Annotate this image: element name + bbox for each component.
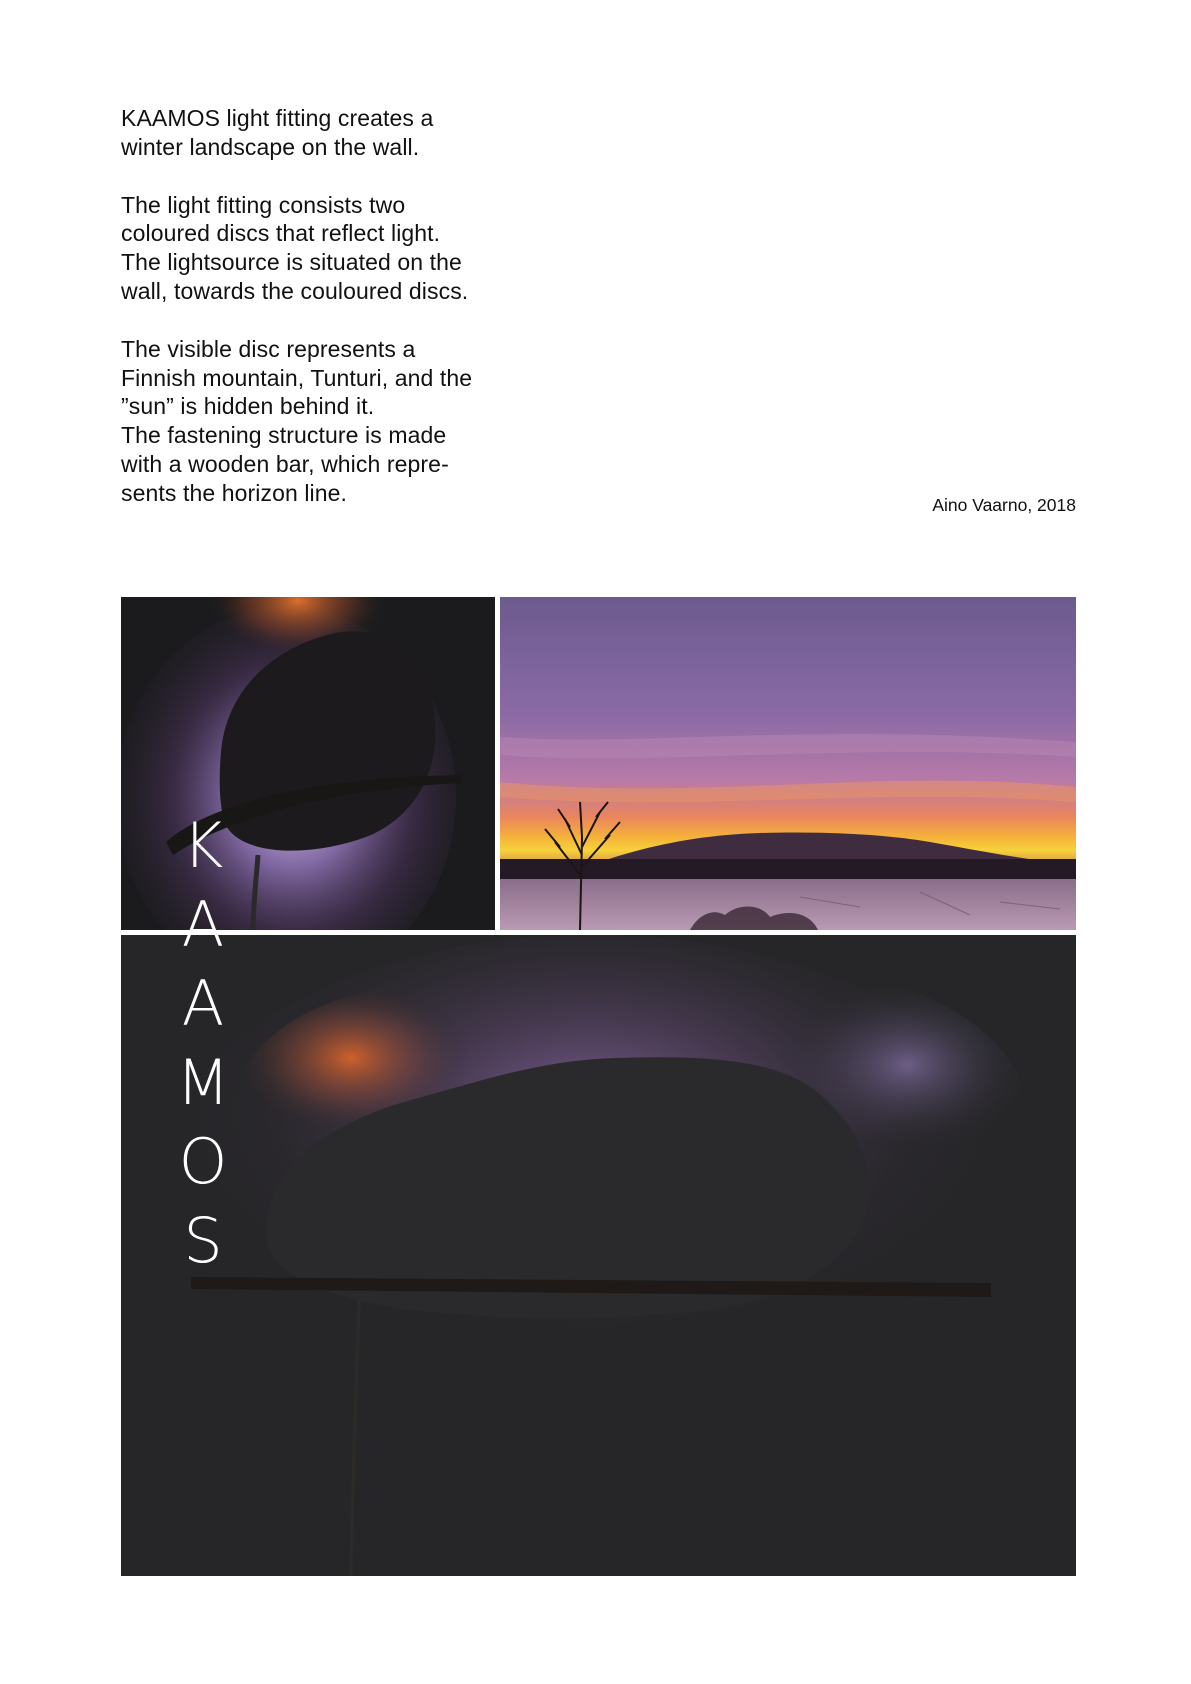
title-letter: A <box>181 888 225 961</box>
text-line: The lightsource is situated on the <box>121 249 462 276</box>
text-line: The fastening structure is made <box>121 422 447 449</box>
author-credit: Aino Vaarno, 2018 <box>932 495 1076 515</box>
intro-paragraph-3 <box>121 335 521 508</box>
text-line: The light fitting consists two <box>121 191 406 218</box>
text-line: winter landscape on the wall. <box>121 133 420 160</box>
title-letter: O <box>178 1125 228 1198</box>
text-line: Finnish mountain, Tunturi, and the <box>121 364 473 391</box>
title-letter: M <box>176 1046 230 1119</box>
intro-paragraph-2 <box>121 191 521 306</box>
text-line: The visible disc represents a <box>121 335 416 362</box>
text-line: ”sun” is hidden behind it. <box>121 393 375 420</box>
sunset-landscape-photo <box>500 597 1076 930</box>
text-line: sents the horizon line. <box>121 479 348 506</box>
text-line: coloured discs that reflect light. <box>121 220 441 247</box>
text-line: KAAMOS light fitting creates a <box>121 105 434 131</box>
text-line: with a wooden bar, which repre- <box>121 450 449 477</box>
title-letter: S <box>183 1204 223 1277</box>
lamp-photo-large <box>121 935 1076 1576</box>
kaamos-vertical-title <box>163 806 243 1280</box>
text-line: wall, towards the couloured discs. <box>121 277 469 304</box>
title-letter: K <box>182 809 224 882</box>
title-letter: A <box>181 967 225 1040</box>
intro-text <box>121 104 521 537</box>
intro-paragraph-1 <box>121 104 521 162</box>
lamp-large-illustration <box>121 935 1076 1576</box>
sunset-landscape-illustration <box>500 597 1076 930</box>
